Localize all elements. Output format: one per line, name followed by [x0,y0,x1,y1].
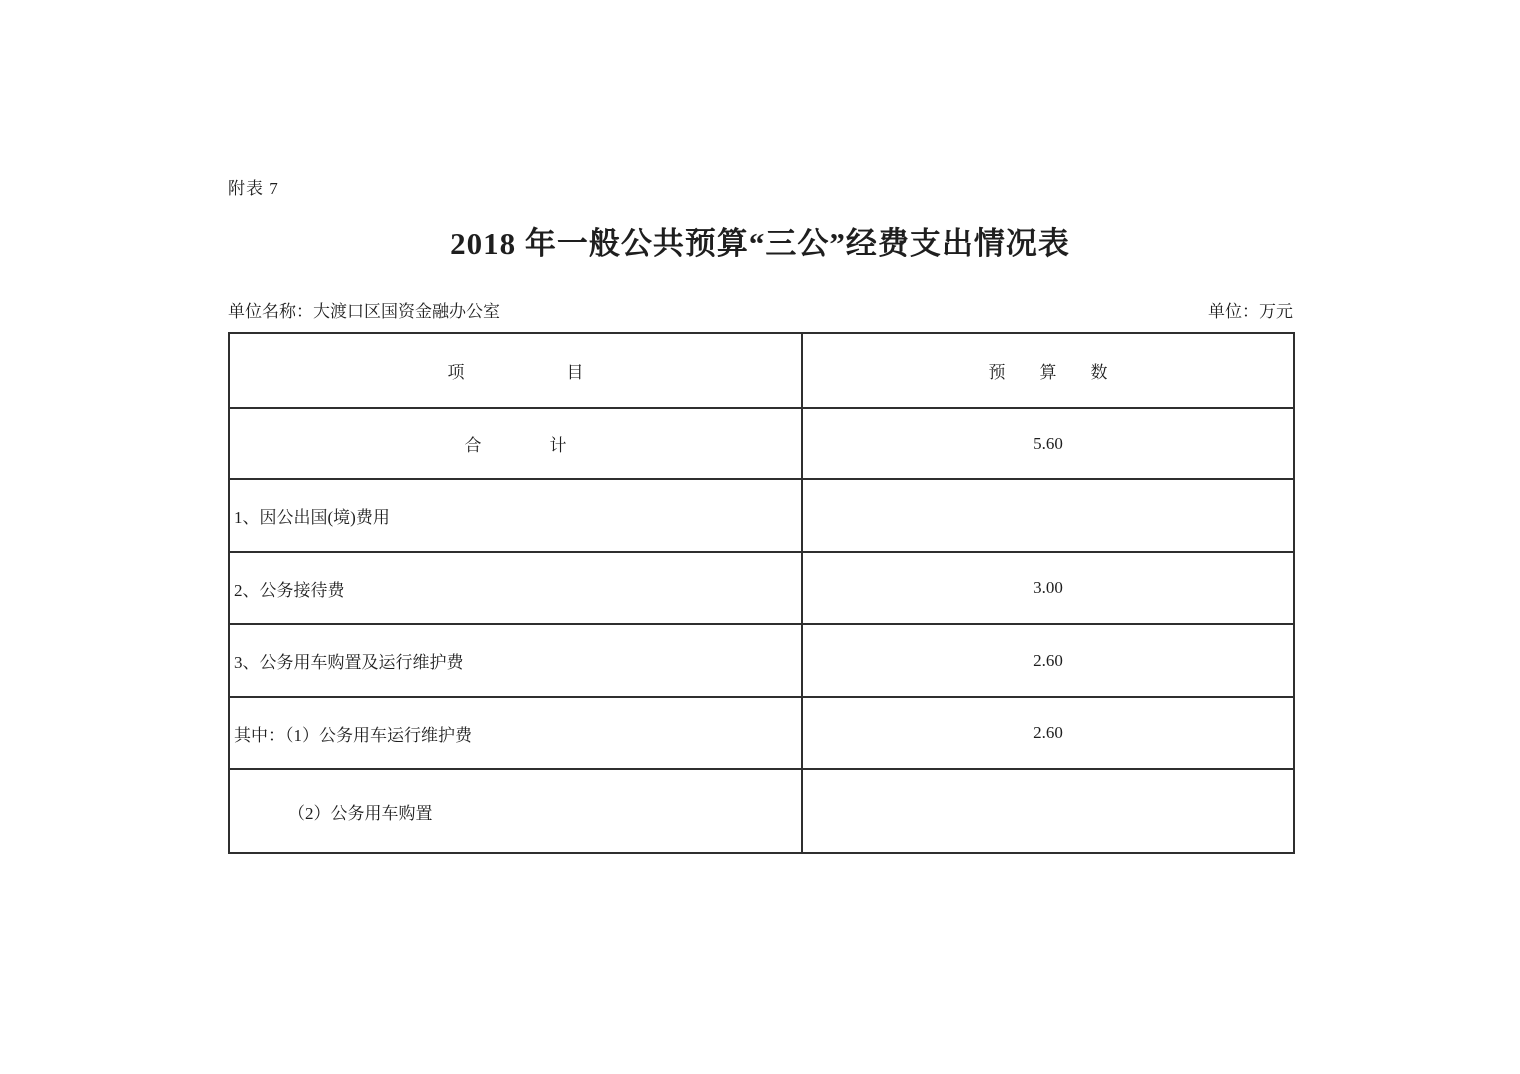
unit-label: 单位：万元 [1208,302,1293,321]
page-title: 2018 年一般公共预算“三公”经费支出情况表 [450,226,1070,261]
unit-name-label: 单位名称：大渡口区国资金融办公室 [228,302,500,321]
row-item-cell: 其中：（1）公务用车运行维护费 [229,697,802,769]
row-item-cell: 3、公务用车购置及运行维护费 [229,624,802,697]
table-row [229,408,1294,479]
row-value-cell [802,479,1294,552]
row-item-cell: 1、因公出国(境)费用 [229,479,802,552]
table-row [229,552,1294,624]
expense-table [228,332,1295,854]
row-value-cell: 3.00 [802,552,1294,624]
table-row [229,769,1294,853]
table-row [229,697,1294,769]
meta-row [228,297,1293,322]
table-row [229,479,1294,552]
table-row [229,624,1294,697]
header-value-cell: 预 算 数 [802,333,1294,408]
row-item-cell: （2）公务用车购置 [229,769,802,853]
row-value-cell: 2.60 [802,624,1294,697]
header-item-cell: 项 目 [229,333,802,408]
row-item-cell: 合 计 [229,408,802,479]
row-item-cell: 2、公务接待费 [229,552,802,624]
row-value-cell: 5.60 [802,408,1294,479]
row-value-cell [802,769,1294,853]
table-header-row [229,333,1294,408]
annex-label: 附表 7 [228,179,279,198]
row-value-cell: 2.60 [802,697,1294,769]
